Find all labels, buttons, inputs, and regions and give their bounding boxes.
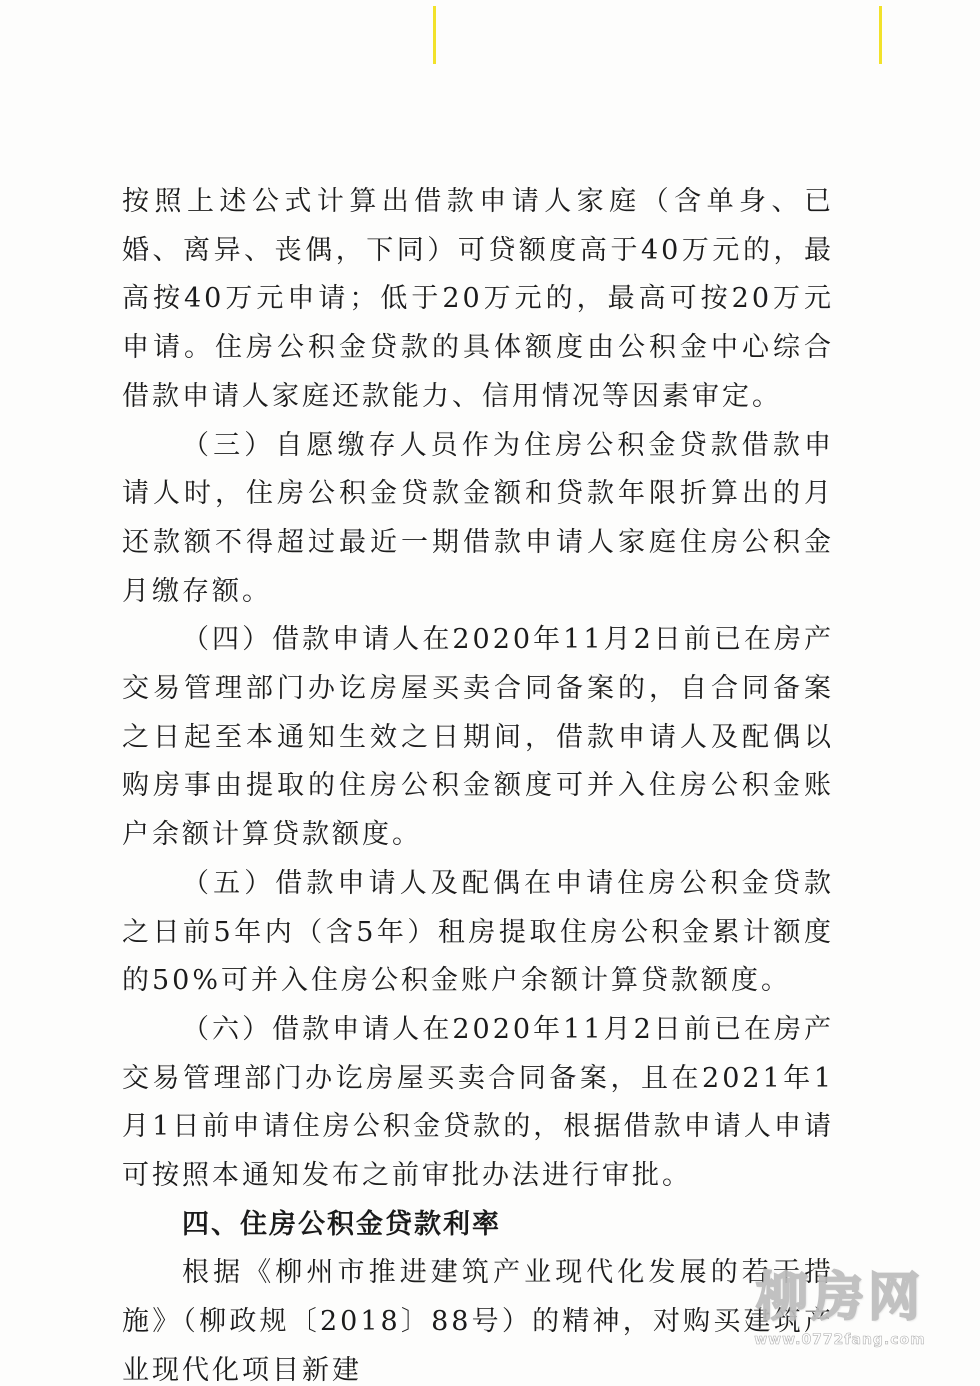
document-body xyxy=(122,178,834,1386)
paragraph-item-5: （五）借款申请人及配偶在申请住房公积金贷款之日前5年内（含5年）租房提取住房公积金累计额度的50%可并入住房公积金账户余额计算贷款额度。 xyxy=(122,867,834,997)
paragraph-interest-rate: 根据《柳州市推进建筑产业现代化发展的若干措施》（柳政规〔2018〕88号）的精神，对购买建筑产业现代化项目新建 xyxy=(122,1257,834,1386)
watermark-name: 柳房网 xyxy=(755,1268,924,1328)
paragraph-continued: 按照上述公式计算出借款申请人家庭（含单身、已婚、离异、丧偶，下同）可贷额度高于40万元的，最高按40万元申请；低于20万元的，最高可按20万元申请。住房公积金贷款的具体额度由公积金中心综合借款申请人家庭还款能力、信用情况等因素审定。 xyxy=(122,186,834,412)
paragraph-item-4: （四）借款申请人在2020年11月2日前已在房产交易管理部门办讫房屋买卖合同备案的，自合同备案之日起至本通知生效之日期间，借款申请人及配偶以购房事由提取的住房公积金额度可并入住房公积金账户余额计算贷款额度。 xyxy=(122,624,834,851)
paragraph-item-3: （三）自愿缴存人员作为住房公积金贷款借款申请人时，住房公积金贷款金额和贷款年限折算出的月还款额不得超过最近一期借款申请人家庭住房公积金月缴存额。 xyxy=(122,429,834,607)
scan-mark-right xyxy=(879,6,882,64)
watermark-url: www.0772fang.com xyxy=(754,1332,926,1348)
scan-mark-left xyxy=(433,6,436,64)
paragraph-item-6: （六）借款申请人在2020年11月2日前已在房产交易管理部门办讫房屋买卖合同备案，且在2021年1月1日前申请住房公积金贷款的，根据借款申请人申请可按照本通知发布之前审批办法进行审批。 xyxy=(122,1013,834,1192)
section-heading: 四、住房公积金贷款利率 xyxy=(182,1208,501,1240)
watermark-logo xyxy=(745,1268,935,1368)
